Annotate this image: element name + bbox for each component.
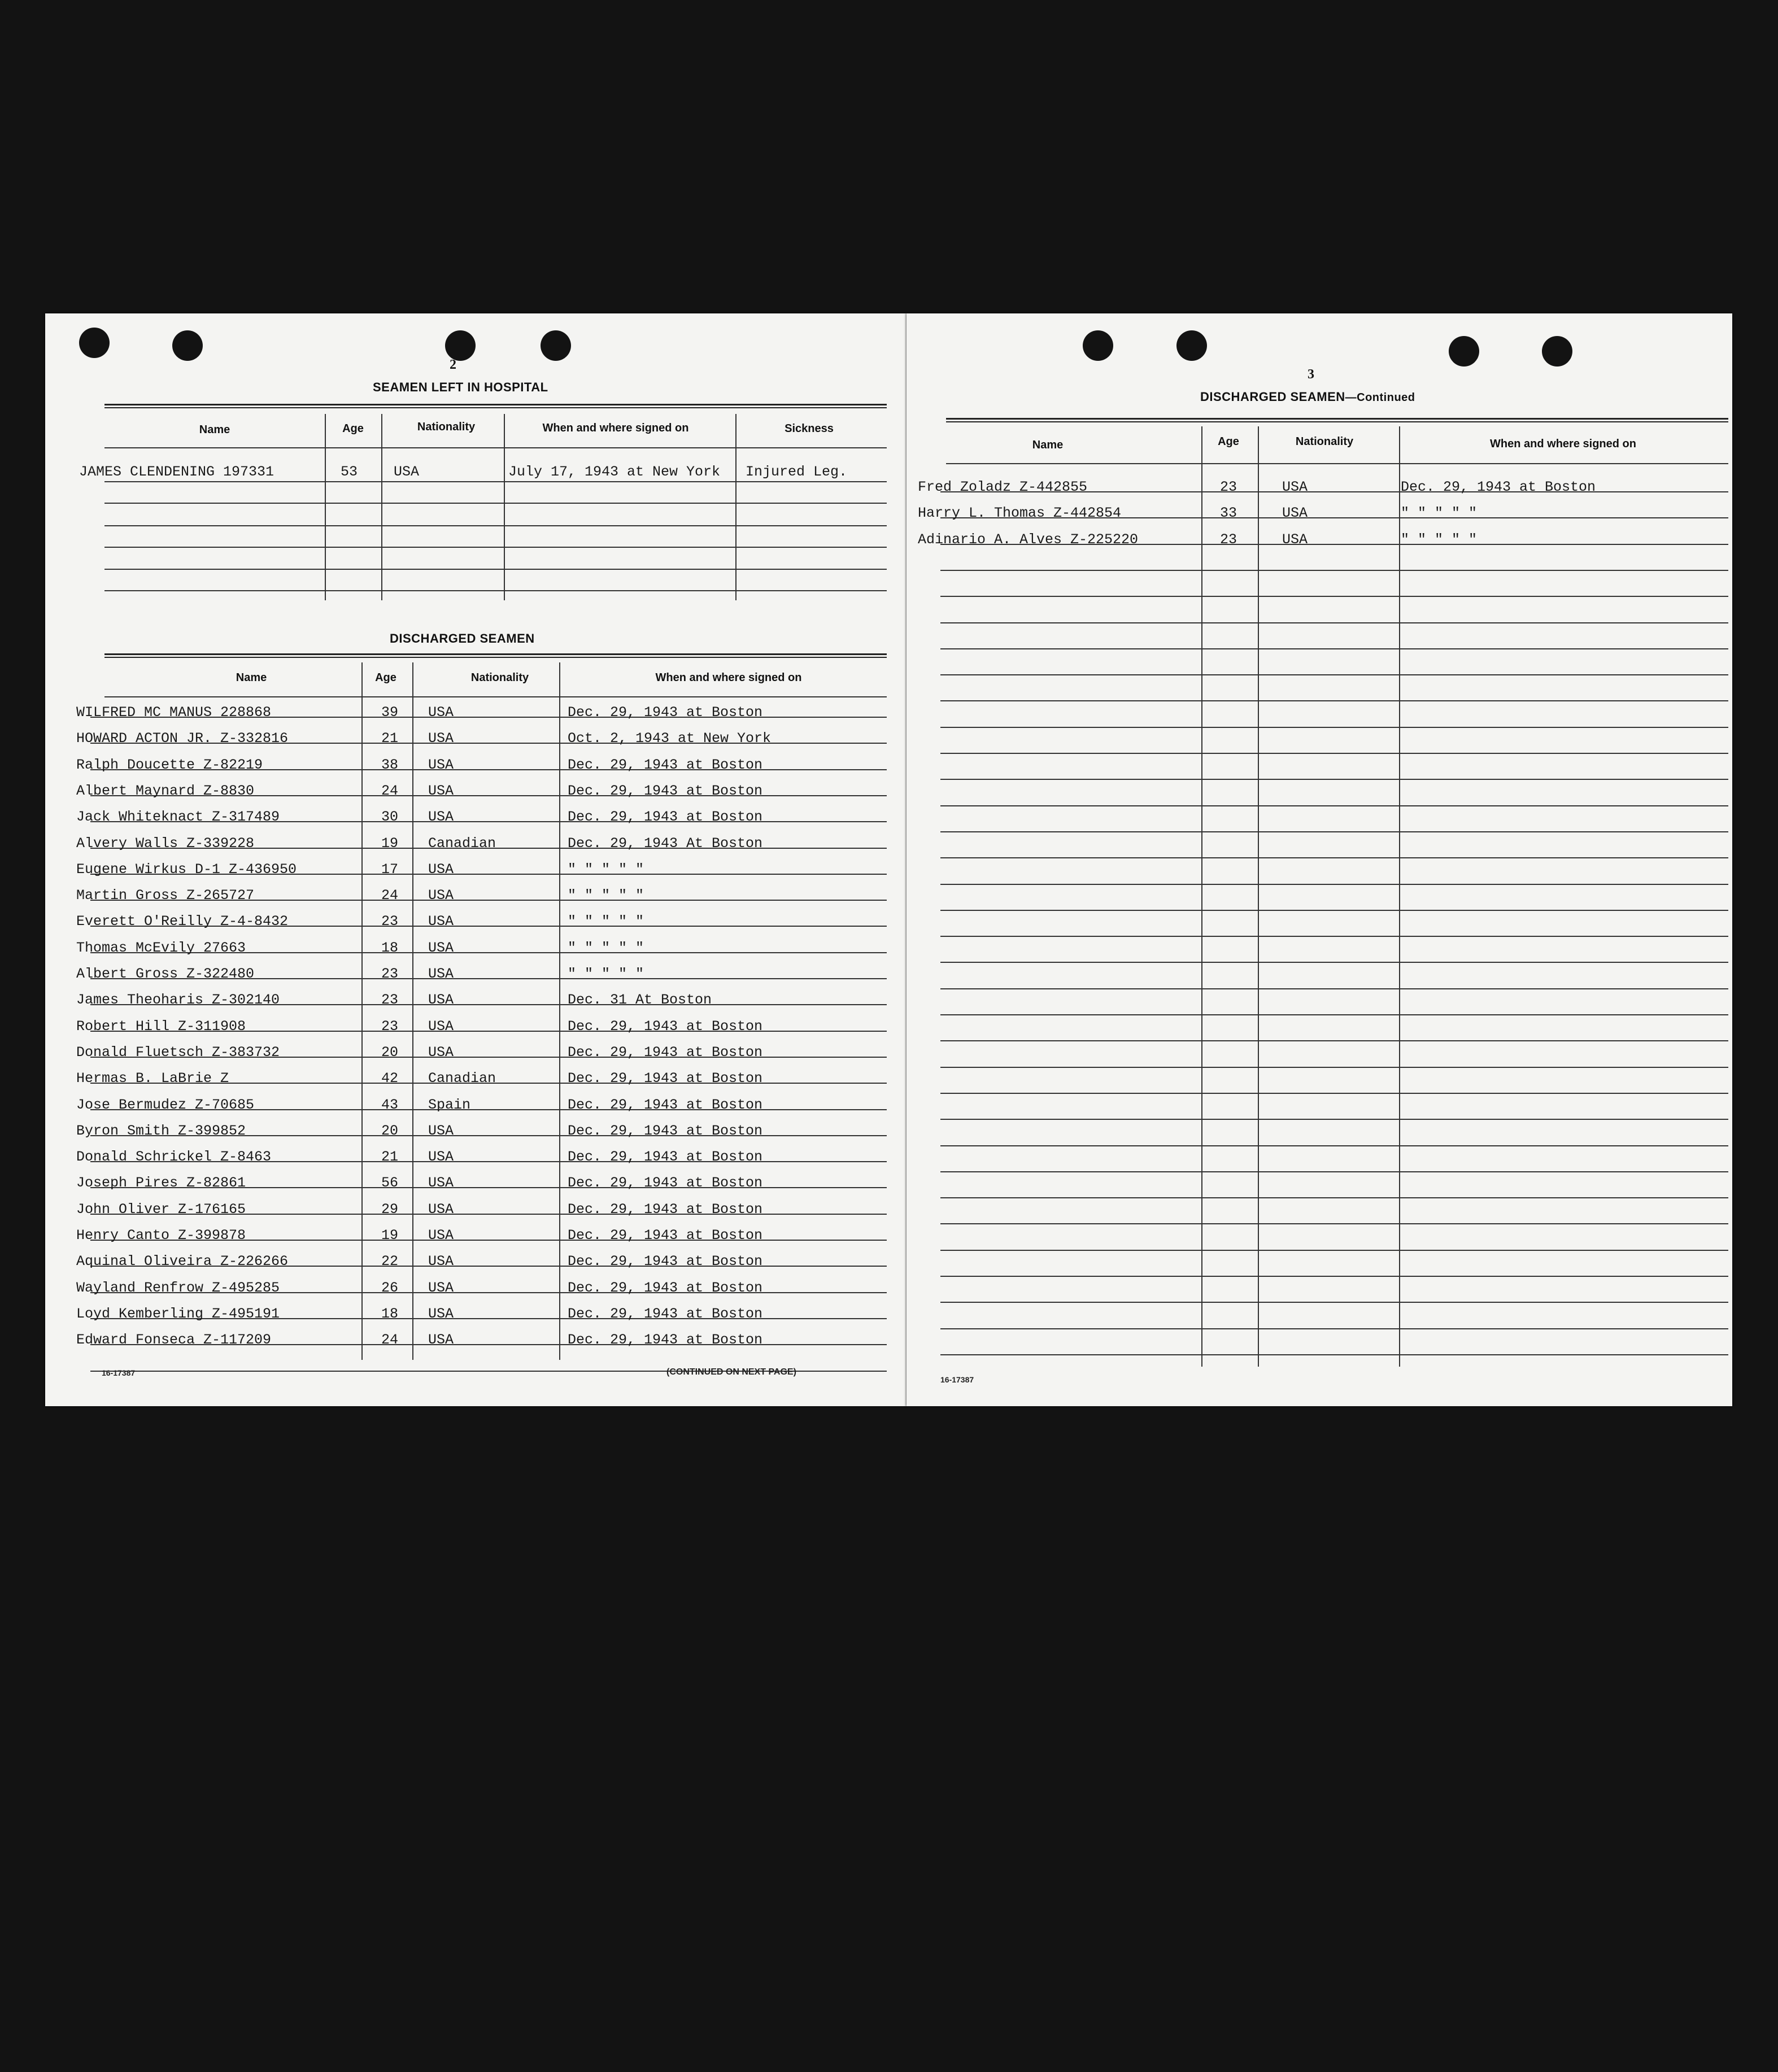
table-top-rule (104, 404, 887, 408)
column-header-sickness: Sickness (785, 422, 834, 435)
row-rule (940, 884, 1728, 885)
cell-name: Alvery Walls Z-339228 (76, 835, 255, 852)
column-divider (1201, 426, 1202, 1367)
row-rule (940, 648, 1728, 649)
cell-signed-on: Dec. 29, 1943 at Boston (568, 757, 763, 773)
cell-nationality: USA (428, 1227, 454, 1244)
column-header-signed-on: When and where signed on (655, 671, 802, 684)
cell-name: Ralph Doucette Z-82219 (76, 757, 263, 773)
cell-signed-on: " " " " " (568, 887, 644, 904)
punch-hole (1176, 330, 1207, 361)
cell-name: Aquinal Oliveira Z-226266 (76, 1253, 289, 1270)
hospital-name: JAMES CLENDENING 197331 (79, 464, 274, 480)
cell-age: 22 (381, 1253, 399, 1270)
cell-age: 29 (381, 1201, 399, 1218)
row-rule (104, 525, 887, 526)
column-divider (412, 662, 413, 1360)
cell-age: 18 (381, 1306, 399, 1322)
row-rule (940, 622, 1728, 623)
cell-signed-on: Dec. 29, 1943 at Boston (568, 1332, 763, 1348)
cell-signed-on: Dec. 29, 1943 at Boston (1401, 479, 1596, 495)
hospital-signed-on: July 17, 1943 at New York (508, 464, 721, 480)
row-rule (940, 700, 1728, 701)
cell-age: 30 (381, 809, 399, 825)
row-rule (940, 570, 1728, 571)
table-top-rule (946, 418, 1728, 422)
cell-age: 23 (1220, 479, 1237, 495)
cell-nationality: USA (428, 1123, 454, 1139)
row-rule (940, 596, 1728, 597)
cell-nationality: USA (428, 913, 454, 930)
cell-signed-on: Dec. 29, 1943 At Boston (568, 835, 763, 852)
column-header-name: Name (1032, 439, 1064, 451)
cell-age: 26 (381, 1280, 399, 1296)
cell-name: Hermas B. LaBrie Z (76, 1070, 229, 1087)
cell-age: 21 (381, 730, 399, 747)
row-rule (940, 988, 1728, 989)
cell-nationality: USA (428, 1280, 454, 1296)
cell-nationality: USA (1282, 531, 1308, 548)
cell-age: 38 (381, 757, 399, 773)
cell-signed-on: Dec. 29, 1943 at Boston (568, 1201, 763, 1218)
cell-age: 23 (1220, 531, 1237, 548)
cell-age: 39 (381, 704, 399, 721)
punch-hole (445, 330, 476, 361)
row-rule (940, 1119, 1728, 1120)
cell-name: Donald Fluetsch Z-383732 (76, 1044, 280, 1061)
page-2-sheet (45, 313, 907, 1406)
cell-nationality: USA (428, 1175, 454, 1191)
title-suffix: —Continued (1345, 391, 1415, 404)
cell-age: 20 (381, 1123, 399, 1139)
cell-nationality: USA (428, 887, 454, 904)
cell-signed-on: Dec. 29, 1943 at Boston (568, 1149, 763, 1165)
row-rule (940, 1354, 1728, 1355)
cell-name: Byron Smith Z-399852 (76, 1123, 246, 1139)
cell-name: Adinario A. Alves Z-225220 (918, 531, 1139, 548)
cell-nationality: USA (428, 861, 454, 878)
cell-age: 20 (381, 1044, 399, 1061)
row-rule (940, 1093, 1728, 1094)
cell-signed-on: " " " " " (1401, 505, 1478, 521)
discharged-section-title: DISCHARGED SEAMEN (390, 631, 535, 645)
cell-signed-on: " " " " " (568, 861, 644, 878)
header-rule (946, 463, 1728, 464)
page-3-sheet (907, 313, 1732, 1406)
cell-age: 19 (381, 835, 399, 852)
row-rule (940, 1171, 1728, 1172)
cell-signed-on: Dec. 29, 1943 at Boston (568, 1097, 763, 1113)
cell-nationality: USA (428, 992, 454, 1008)
cell-name: Eugene Wirkus D-1 Z-436950 (76, 861, 297, 878)
cell-age: 24 (381, 1332, 399, 1348)
cell-nationality: USA (428, 966, 454, 982)
cell-name: Jose Bermudez Z-70685 (76, 1097, 255, 1113)
row-rule (940, 857, 1728, 858)
cell-nationality: USA (428, 1201, 454, 1218)
cell-signed-on: Dec. 29, 1943 at Boston (568, 1123, 763, 1139)
cell-name: Jack Whiteknact Z-317489 (76, 809, 280, 825)
cell-nationality: USA (428, 730, 454, 747)
row-rule (940, 910, 1728, 911)
cell-signed-on: Dec. 31 At Boston (568, 992, 712, 1008)
row-rule (940, 1223, 1728, 1224)
row-rule (104, 547, 887, 548)
cell-name: Martin Gross Z-265727 (76, 887, 255, 904)
column-header-age: Age (342, 422, 364, 435)
hospital-age: 53 (341, 464, 358, 480)
row-rule (940, 1197, 1728, 1198)
column-divider (381, 414, 382, 600)
column-divider (735, 414, 737, 600)
cell-signed-on: " " " " " (1401, 531, 1478, 548)
cell-signed-on: Oct. 2, 1943 at New York (568, 730, 772, 747)
cell-signed-on: Dec. 29, 1943 at Boston (568, 809, 763, 825)
row-rule (940, 1276, 1728, 1277)
column-header-signed-on: When and where signed on (1490, 438, 1636, 450)
cell-name: Everett O'Reilly Z-4-8432 (76, 913, 289, 930)
cell-nationality: USA (428, 757, 454, 773)
cell-nationality: USA (428, 940, 454, 956)
row-rule (940, 1067, 1728, 1068)
cell-signed-on: Dec. 29, 1943 at Boston (568, 704, 763, 721)
row-rule (104, 481, 887, 482)
punch-hole (1083, 330, 1113, 361)
cell-signed-on: Dec. 29, 1943 at Boston (568, 1018, 763, 1035)
column-divider (1399, 426, 1400, 1367)
column-header-age: Age (375, 671, 396, 684)
table-top-rule (104, 653, 887, 658)
column-divider (325, 414, 326, 600)
cell-signed-on: Dec. 29, 1943 at Boston (568, 1280, 763, 1296)
cell-nationality: USA (1282, 505, 1308, 521)
header-rule (104, 696, 887, 697)
hospital-sickness: Injured Leg. (746, 464, 848, 480)
hospital-nationality: USA (394, 464, 420, 480)
cell-signed-on: " " " " " (568, 940, 644, 956)
cell-age: 23 (381, 913, 399, 930)
cell-name: John Oliver Z-176165 (76, 1201, 246, 1218)
row-rule (940, 1328, 1728, 1329)
cell-nationality: Spain (428, 1097, 471, 1113)
cell-name: HOWARD ACTON JR. Z-332816 (76, 730, 289, 747)
cell-name: James Theoharis Z-302140 (76, 992, 280, 1008)
cell-signed-on: Dec. 29, 1943 at Boston (568, 783, 763, 799)
row-rule (940, 779, 1728, 780)
cell-age: 18 (381, 940, 399, 956)
cell-signed-on: Dec. 29, 1943 at Boston (568, 1253, 763, 1270)
header-rule (104, 447, 887, 448)
cell-nationality: USA (428, 1044, 454, 1061)
column-divider (504, 414, 505, 600)
punch-hole (79, 328, 110, 358)
cell-signed-on: Dec. 29, 1943 at Boston (568, 1227, 763, 1244)
cell-name: Fred Zoladz Z-442855 (918, 479, 1088, 495)
row-rule (940, 753, 1728, 754)
column-header-name: Name (199, 424, 230, 436)
column-header-signed-on: When and where signed on (542, 422, 689, 434)
cell-name: Joseph Pires Z-82861 (76, 1175, 246, 1191)
cell-nationality: USA (428, 1306, 454, 1322)
row-rule (104, 503, 887, 504)
column-header-age: Age (1218, 435, 1239, 448)
row-rule (940, 1040, 1728, 1041)
cell-age: 42 (381, 1070, 399, 1087)
page-number: 2 (450, 357, 456, 372)
punch-hole (1542, 336, 1572, 367)
cell-name: Albert Gross Z-322480 (76, 966, 255, 982)
cell-signed-on: " " " " " (568, 913, 644, 930)
cell-signed-on: Dec. 29, 1943 at Boston (568, 1175, 763, 1191)
cell-name: Loyd Kemberling Z-495191 (76, 1306, 280, 1322)
row-rule (940, 1302, 1728, 1303)
cell-nationality: USA (428, 704, 454, 721)
cell-nationality: USA (428, 1018, 454, 1035)
cell-nationality: USA (428, 1253, 454, 1270)
hospital-section-title: SEAMEN LEFT IN HOSPITAL (373, 380, 548, 394)
cell-nationality: USA (428, 1149, 454, 1165)
cell-nationality: USA (428, 809, 454, 825)
cell-age: 19 (381, 1227, 399, 1244)
column-header-nationality: Nationality (417, 421, 476, 433)
column-divider (361, 662, 363, 1360)
cell-name: Robert Hill Z-311908 (76, 1018, 246, 1035)
cell-age: 17 (381, 861, 399, 878)
row-rule (940, 936, 1728, 937)
cell-name: Henry Canto Z-399878 (76, 1227, 246, 1244)
cell-nationality: Canadian (428, 835, 496, 852)
column-divider (1258, 426, 1259, 1367)
column-header-name: Name (236, 671, 267, 684)
cell-name: Donald Schrickel Z-8463 (76, 1149, 272, 1165)
discharged-continued-title (1200, 390, 1415, 404)
punch-hole (172, 330, 203, 361)
cell-signed-on: Dec. 29, 1943 at Boston (568, 1306, 763, 1322)
cell-name: Edward Fonseca Z-117209 (76, 1332, 272, 1348)
cell-nationality: USA (428, 783, 454, 799)
cell-name: Harry L. Thomas Z-442854 (918, 505, 1122, 521)
cell-age: 33 (1220, 505, 1237, 521)
title-main: DISCHARGED SEAMEN (1200, 390, 1345, 404)
page-number: 3 (1308, 367, 1314, 382)
cell-age: 56 (381, 1175, 399, 1191)
row-rule (940, 831, 1728, 832)
cell-signed-on: " " " " " (568, 966, 644, 982)
cell-age: 23 (381, 1018, 399, 1035)
cell-age: 24 (381, 783, 399, 799)
punch-hole (1449, 336, 1479, 367)
row-rule (104, 590, 887, 591)
row-rule (940, 1250, 1728, 1251)
cell-name: Thomas McEvily 27663 (76, 940, 246, 956)
cell-nationality: USA (1282, 479, 1308, 495)
cell-age: 24 (381, 887, 399, 904)
row-rule (940, 674, 1728, 675)
form-number: 16-17387 (102, 1368, 136, 1377)
cell-signed-on: Dec. 29, 1943 at Boston (568, 1044, 763, 1061)
row-rule (940, 805, 1728, 806)
cell-age: 43 (381, 1097, 399, 1113)
column-divider (559, 662, 560, 1360)
cell-signed-on: Dec. 29, 1943 at Boston (568, 1070, 763, 1087)
row-rule (104, 569, 887, 570)
row-rule (940, 962, 1728, 963)
cell-name: Albert Maynard Z-8830 (76, 783, 255, 799)
form-number: 16-17387 (940, 1375, 974, 1384)
cell-age: 23 (381, 992, 399, 1008)
column-header-nationality: Nationality (470, 671, 529, 684)
row-rule (940, 1014, 1728, 1015)
row-rule (940, 1145, 1728, 1146)
column-header-nationality: Nationality (1295, 435, 1354, 448)
cell-nationality: USA (428, 1332, 454, 1348)
row-rule (940, 727, 1728, 728)
cell-name: WILFRED MC MANUS 228868 (76, 704, 272, 721)
cell-name: Wayland Renfrow Z-495285 (76, 1280, 280, 1296)
cell-age: 23 (381, 966, 399, 982)
cell-nationality: Canadian (428, 1070, 496, 1087)
cell-age: 21 (381, 1149, 399, 1165)
continued-note: (CONTINUED ON NEXT PAGE) (666, 1367, 796, 1377)
punch-hole (541, 330, 571, 361)
